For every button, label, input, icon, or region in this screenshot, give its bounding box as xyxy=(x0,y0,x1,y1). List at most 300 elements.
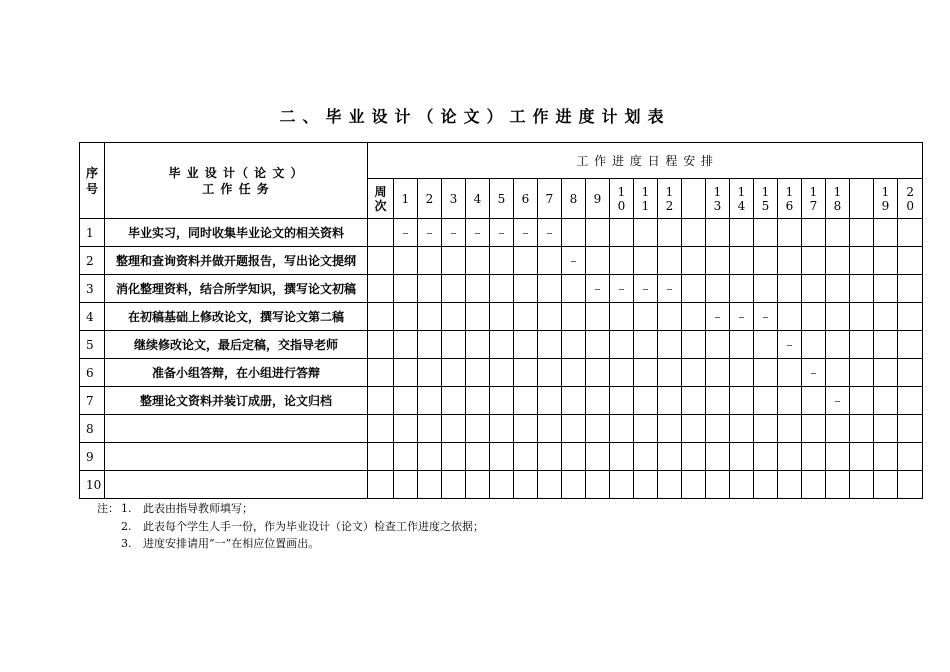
header-seq-cell: 序 号 xyxy=(80,143,105,219)
schedule-mark-cell xyxy=(850,219,874,247)
schedule-mark-cell xyxy=(394,275,418,303)
week-number-cell: 1 0 xyxy=(610,179,634,219)
schedule-mark-cell xyxy=(586,359,610,387)
schedule-mark-cell xyxy=(538,443,562,471)
schedule-mark-cell xyxy=(874,443,898,471)
row-seq-cell: 6 xyxy=(80,359,105,387)
schedule-mark-cell xyxy=(850,415,874,443)
schedule-mark-cell xyxy=(490,303,514,331)
schedule-mark-cell xyxy=(538,247,562,275)
schedule-mark-cell xyxy=(658,387,682,415)
note-lead: 注： xyxy=(97,502,119,515)
row-task-cell xyxy=(105,415,368,443)
schedule-mark-cell xyxy=(826,219,850,247)
week-number-cell: 4 xyxy=(466,179,490,219)
table-row xyxy=(80,471,923,499)
note-number: 2. xyxy=(121,519,132,533)
schedule-table xyxy=(79,142,923,499)
schedule-mark-cell xyxy=(850,443,874,471)
table-row xyxy=(80,219,923,247)
week-number-cell: 9 xyxy=(586,179,610,219)
schedule-mark-cell xyxy=(490,471,514,499)
row-task-cell xyxy=(105,471,368,499)
schedule-mark-cell xyxy=(730,247,754,275)
schedule-mark-cell xyxy=(778,275,802,303)
row-task-cell xyxy=(105,443,368,471)
schedule-mark-cell: – xyxy=(466,219,490,247)
schedule-mark-cell xyxy=(682,331,706,359)
schedule-mark-cell xyxy=(658,443,682,471)
schedule-mark-cell xyxy=(514,415,538,443)
schedule-mark-cell xyxy=(658,471,682,499)
note-item xyxy=(97,518,484,536)
schedule-mark-cell xyxy=(368,443,394,471)
schedule-mark-cell xyxy=(754,471,778,499)
schedule-mark-cell xyxy=(874,303,898,331)
schedule-mark-cell xyxy=(802,387,826,415)
schedule-mark-cell xyxy=(802,219,826,247)
schedule-mark-cell xyxy=(490,443,514,471)
schedule-mark-cell xyxy=(898,415,923,443)
schedule-mark-cell: – xyxy=(754,303,778,331)
schedule-mark-cell xyxy=(490,359,514,387)
week-number-cell: 1 1 xyxy=(634,179,658,219)
schedule-mark-cell xyxy=(368,275,394,303)
row-seq-cell: 9 xyxy=(80,443,105,471)
schedule-mark-cell xyxy=(730,359,754,387)
schedule-mark-cell xyxy=(562,415,586,443)
schedule-mark-cell xyxy=(562,443,586,471)
schedule-mark-cell xyxy=(538,359,562,387)
schedule-mark-cell xyxy=(610,471,634,499)
table-row xyxy=(80,247,923,275)
schedule-mark-cell xyxy=(754,415,778,443)
schedule-mark-cell: – xyxy=(538,219,562,247)
schedule-mark-cell: – xyxy=(490,219,514,247)
row-seq-cell: 3 xyxy=(80,275,105,303)
schedule-mark-cell xyxy=(754,359,778,387)
schedule-mark-cell xyxy=(418,275,442,303)
schedule-mark-cell xyxy=(826,359,850,387)
schedule-mark-cell xyxy=(898,275,923,303)
schedule-mark-cell xyxy=(730,471,754,499)
schedule-mark-cell xyxy=(562,219,586,247)
schedule-mark-cell xyxy=(610,331,634,359)
note-item xyxy=(97,535,484,553)
schedule-mark-cell xyxy=(706,331,730,359)
schedule-mark-cell xyxy=(394,471,418,499)
note-number: 3. xyxy=(121,537,132,550)
schedule-mark-cell xyxy=(442,359,466,387)
week-number-cell: 1 2 xyxy=(658,179,682,219)
schedule-mark-cell xyxy=(562,359,586,387)
table-row xyxy=(80,303,923,331)
schedule-mark-cell xyxy=(394,247,418,275)
schedule-mark-cell xyxy=(706,387,730,415)
schedule-mark-cell xyxy=(418,443,442,471)
schedule-mark-cell xyxy=(658,415,682,443)
table-row xyxy=(80,275,923,303)
schedule-mark-cell xyxy=(658,247,682,275)
schedule-mark-cell xyxy=(874,331,898,359)
schedule-mark-cell xyxy=(466,275,490,303)
schedule-mark-cell xyxy=(778,219,802,247)
schedule-mark-cell xyxy=(586,443,610,471)
schedule-mark-cell xyxy=(730,275,754,303)
week-number-cell: 1 4 xyxy=(730,179,754,219)
table-row xyxy=(80,387,923,415)
schedule-mark-cell: – xyxy=(706,303,730,331)
schedule-mark-cell xyxy=(874,219,898,247)
schedule-mark-cell xyxy=(682,359,706,387)
schedule-mark-cell xyxy=(394,303,418,331)
schedule-mark-cell xyxy=(706,219,730,247)
schedule-mark-cell xyxy=(442,471,466,499)
schedule-mark-cell xyxy=(658,331,682,359)
schedule-mark-cell xyxy=(658,219,682,247)
schedule-mark-cell: – xyxy=(658,275,682,303)
schedule-mark-cell xyxy=(778,359,802,387)
week-number-cell xyxy=(682,179,706,219)
schedule-mark-cell xyxy=(538,303,562,331)
schedule-mark-cell xyxy=(682,443,706,471)
schedule-mark-cell xyxy=(368,331,394,359)
row-task-cell: 消化整理资料，结合所学知识，撰写论文初稿 xyxy=(105,275,368,303)
schedule-mark-cell xyxy=(368,219,394,247)
schedule-mark-cell xyxy=(442,303,466,331)
schedule-mark-cell xyxy=(850,359,874,387)
week-number-cell: 8 xyxy=(562,179,586,219)
schedule-mark-cell xyxy=(778,303,802,331)
schedule-mark-cell xyxy=(442,275,466,303)
schedule-mark-cell xyxy=(706,471,730,499)
note-text: 进度安排请用“一”在相应位置画出。 xyxy=(143,537,320,550)
schedule-mark-cell xyxy=(442,415,466,443)
schedule-mark-cell xyxy=(850,303,874,331)
schedule-mark-cell xyxy=(514,275,538,303)
schedule-mark-cell xyxy=(538,415,562,443)
schedule-mark-cell xyxy=(754,443,778,471)
schedule-mark-cell xyxy=(874,415,898,443)
schedule-mark-cell xyxy=(778,443,802,471)
schedule-mark-cell xyxy=(874,387,898,415)
schedule-mark-cell xyxy=(586,471,610,499)
schedule-mark-cell xyxy=(538,275,562,303)
page-title: 二、毕业设计（论文）工作进度计划表 xyxy=(279,107,671,126)
schedule-mark-cell xyxy=(586,387,610,415)
schedule-mark-cell: – xyxy=(610,275,634,303)
schedule-mark-cell xyxy=(418,471,442,499)
week-number-cell: 2 xyxy=(418,179,442,219)
schedule-mark-cell: – xyxy=(778,331,802,359)
schedule-mark-cell xyxy=(466,415,490,443)
row-task-cell: 在初稿基础上修改论文，撰写论文第二稿 xyxy=(105,303,368,331)
schedule-mark-cell xyxy=(610,247,634,275)
schedule-mark-cell: – xyxy=(802,359,826,387)
schedule-mark-cell xyxy=(802,471,826,499)
schedule-mark-cell xyxy=(418,303,442,331)
schedule-mark-cell xyxy=(610,415,634,443)
schedule-mark-cell xyxy=(466,247,490,275)
schedule-mark-cell xyxy=(514,387,538,415)
schedule-mark-cell xyxy=(898,303,923,331)
schedule-mark-cell xyxy=(850,331,874,359)
schedule-mark-cell xyxy=(898,219,923,247)
schedule-mark-cell xyxy=(586,415,610,443)
row-task-cell: 毕业实习，同时收集毕业论文的相关资料 xyxy=(105,219,368,247)
schedule-mark-cell xyxy=(562,275,586,303)
schedule-mark-cell xyxy=(514,359,538,387)
schedule-mark-cell xyxy=(826,331,850,359)
schedule-mark-cell xyxy=(490,247,514,275)
schedule-mark-cell xyxy=(514,443,538,471)
schedule-mark-cell xyxy=(682,247,706,275)
schedule-mark-cell xyxy=(418,359,442,387)
schedule-mark-cell xyxy=(826,247,850,275)
schedule-mark-cell xyxy=(514,247,538,275)
schedule-mark-cell xyxy=(442,247,466,275)
week-number-cell: 2 0 xyxy=(898,179,923,219)
table-row xyxy=(80,359,923,387)
header-schedule-cell: 工 作 进 度 日 程 安 排 xyxy=(368,143,923,179)
schedule-mark-cell xyxy=(682,219,706,247)
schedule-mark-cell xyxy=(682,275,706,303)
schedule-mark-cell xyxy=(466,303,490,331)
schedule-mark-cell xyxy=(610,303,634,331)
schedule-mark-cell xyxy=(730,415,754,443)
row-seq-cell: 2 xyxy=(80,247,105,275)
schedule-mark-cell xyxy=(490,275,514,303)
schedule-mark-cell xyxy=(634,471,658,499)
schedule-mark-cell xyxy=(898,471,923,499)
schedule-mark-cell: – xyxy=(586,275,610,303)
schedule-mark-cell xyxy=(730,219,754,247)
week-number-cell: 1 8 xyxy=(826,179,850,219)
schedule-mark-cell xyxy=(778,387,802,415)
schedule-mark-cell xyxy=(538,331,562,359)
schedule-mark-cell xyxy=(610,387,634,415)
table-row xyxy=(80,331,923,359)
schedule-mark-cell: – xyxy=(418,219,442,247)
week-number-cell: 6 xyxy=(514,179,538,219)
schedule-mark-cell xyxy=(562,387,586,415)
schedule-mark-cell xyxy=(394,359,418,387)
schedule-mark-cell xyxy=(850,471,874,499)
row-task-cell: 整理论文资料并装订成册，论文归档 xyxy=(105,387,368,415)
schedule-mark-cell xyxy=(658,303,682,331)
schedule-mark-cell xyxy=(682,415,706,443)
notes-section xyxy=(97,500,484,553)
schedule-mark-cell xyxy=(730,331,754,359)
header-task-cell: 毕 业 设 计（ 论 文 ） 工 作 任 务 xyxy=(105,143,368,219)
schedule-mark-cell xyxy=(562,331,586,359)
schedule-mark-cell xyxy=(418,247,442,275)
schedule-mark-cell: – xyxy=(442,219,466,247)
schedule-mark-cell xyxy=(706,247,730,275)
schedule-mark-cell xyxy=(466,359,490,387)
row-seq-cell: 5 xyxy=(80,331,105,359)
schedule-mark-cell xyxy=(586,331,610,359)
schedule-mark-cell xyxy=(898,387,923,415)
schedule-mark-cell xyxy=(634,247,658,275)
week-number-cell xyxy=(850,179,874,219)
week-number-cell: 5 xyxy=(490,179,514,219)
schedule-mark-cell xyxy=(442,387,466,415)
schedule-mark-cell xyxy=(898,247,923,275)
schedule-mark-cell: – xyxy=(394,219,418,247)
schedule-mark-cell xyxy=(898,331,923,359)
week-label-cell: 周 次 xyxy=(368,179,394,219)
schedule-mark-cell xyxy=(368,415,394,443)
schedule-mark-cell xyxy=(754,331,778,359)
week-number-cell: 3 xyxy=(442,179,466,219)
schedule-mark-cell xyxy=(538,471,562,499)
schedule-mark-cell xyxy=(802,247,826,275)
note-lead xyxy=(97,518,121,536)
schedule-mark-cell xyxy=(538,387,562,415)
row-task-cell: 继续修改论文，最后定稿，交指导老师 xyxy=(105,331,368,359)
schedule-mark-cell xyxy=(754,387,778,415)
week-number-cell: 1 xyxy=(394,179,418,219)
schedule-mark-cell xyxy=(874,471,898,499)
row-seq-cell: 8 xyxy=(80,415,105,443)
schedule-mark-cell xyxy=(610,219,634,247)
schedule-mark-cell xyxy=(730,443,754,471)
schedule-mark-cell xyxy=(802,303,826,331)
schedule-mark-cell xyxy=(826,471,850,499)
row-seq-cell: 1 xyxy=(80,219,105,247)
schedule-mark-cell xyxy=(634,387,658,415)
schedule-mark-cell xyxy=(778,247,802,275)
schedule-mark-cell xyxy=(826,303,850,331)
schedule-mark-cell xyxy=(850,387,874,415)
schedule-mark-cell xyxy=(826,443,850,471)
schedule-mark-cell xyxy=(754,219,778,247)
schedule-mark-cell xyxy=(562,303,586,331)
schedule-mark-cell xyxy=(514,331,538,359)
schedule-mark-cell xyxy=(610,443,634,471)
schedule-mark-cell xyxy=(368,247,394,275)
schedule-mark-cell xyxy=(802,443,826,471)
schedule-mark-cell xyxy=(778,415,802,443)
schedule-mark-cell xyxy=(682,471,706,499)
schedule-mark-cell xyxy=(874,275,898,303)
week-number-cell: 1 5 xyxy=(754,179,778,219)
schedule-mark-cell xyxy=(634,359,658,387)
schedule-mark-cell xyxy=(514,303,538,331)
table-row xyxy=(80,415,923,443)
schedule-mark-cell xyxy=(850,247,874,275)
schedule-mark-cell xyxy=(418,415,442,443)
schedule-mark-cell xyxy=(586,219,610,247)
schedule-mark-cell xyxy=(682,303,706,331)
schedule-mark-cell xyxy=(418,331,442,359)
schedule-mark-cell xyxy=(802,415,826,443)
schedule-mark-cell xyxy=(730,387,754,415)
note-item xyxy=(97,500,484,518)
schedule-mark-cell xyxy=(682,387,706,415)
schedule-mark-cell xyxy=(586,303,610,331)
schedule-mark-cell xyxy=(874,359,898,387)
schedule-mark-cell xyxy=(490,415,514,443)
schedule-mark-cell xyxy=(394,415,418,443)
schedule-mark-cell xyxy=(754,275,778,303)
schedule-mark-cell xyxy=(490,387,514,415)
schedule-mark-cell xyxy=(466,387,490,415)
schedule-mark-cell: – xyxy=(730,303,754,331)
row-seq-cell: 10 xyxy=(80,471,105,499)
week-number-cell: 1 7 xyxy=(802,179,826,219)
note-text: 此表每个学生人手一份，作为毕业设计（论文）检查工作进度之依据； xyxy=(143,519,484,533)
schedule-mark-cell: – xyxy=(634,275,658,303)
schedule-mark-cell xyxy=(706,275,730,303)
row-task-cell: 准备小组答辩，在小组进行答辩 xyxy=(105,359,368,387)
schedule-mark-cell xyxy=(706,359,730,387)
schedule-mark-cell xyxy=(466,443,490,471)
note-lead xyxy=(97,535,121,553)
schedule-mark-cell xyxy=(368,471,394,499)
schedule-mark-cell xyxy=(368,387,394,415)
schedule-mark-cell: – xyxy=(826,387,850,415)
schedule-mark-cell xyxy=(394,443,418,471)
schedule-mark-cell xyxy=(394,387,418,415)
row-seq-cell: 7 xyxy=(80,387,105,415)
row-task-cell: 整理和查询资料并做开题报告，写出论文提纲 xyxy=(105,247,368,275)
schedule-mark-cell xyxy=(610,359,634,387)
schedule-mark-cell xyxy=(754,247,778,275)
schedule-mark-cell xyxy=(490,331,514,359)
schedule-mark-cell xyxy=(706,443,730,471)
schedule-mark-cell: – xyxy=(562,247,586,275)
schedule-mark-cell xyxy=(826,275,850,303)
week-number-cell: 1 9 xyxy=(874,179,898,219)
schedule-mark-cell xyxy=(442,443,466,471)
schedule-mark-cell xyxy=(634,443,658,471)
schedule-mark-cell xyxy=(874,247,898,275)
schedule-mark-cell xyxy=(850,275,874,303)
row-seq-cell: 4 xyxy=(80,303,105,331)
schedule-mark-cell xyxy=(368,303,394,331)
schedule-mark-cell xyxy=(802,331,826,359)
schedule-mark-cell xyxy=(368,359,394,387)
schedule-mark-cell xyxy=(466,471,490,499)
schedule-mark-cell xyxy=(442,331,466,359)
schedule-mark-cell xyxy=(802,275,826,303)
schedule-mark-cell: – xyxy=(514,219,538,247)
schedule-mark-cell xyxy=(562,471,586,499)
schedule-mark-cell xyxy=(634,331,658,359)
week-number-cell: 7 xyxy=(538,179,562,219)
schedule-mark-cell xyxy=(898,359,923,387)
schedule-mark-cell xyxy=(418,387,442,415)
schedule-mark-cell xyxy=(514,471,538,499)
schedule-mark-cell xyxy=(826,415,850,443)
week-number-cell: 1 3 xyxy=(706,179,730,219)
schedule-mark-cell xyxy=(898,443,923,471)
schedule-mark-cell xyxy=(658,359,682,387)
note-text: 此表由指导教师填写； xyxy=(143,502,253,515)
week-number-cell: 1 6 xyxy=(778,179,802,219)
schedule-mark-cell xyxy=(394,331,418,359)
schedule-mark-cell xyxy=(634,415,658,443)
table-row xyxy=(80,443,923,471)
schedule-mark-cell xyxy=(634,303,658,331)
schedule-mark-cell xyxy=(466,331,490,359)
schedule-mark-cell xyxy=(586,247,610,275)
schedule-mark-cell xyxy=(778,471,802,499)
schedule-mark-cell xyxy=(706,415,730,443)
note-number: 1. xyxy=(121,502,132,515)
